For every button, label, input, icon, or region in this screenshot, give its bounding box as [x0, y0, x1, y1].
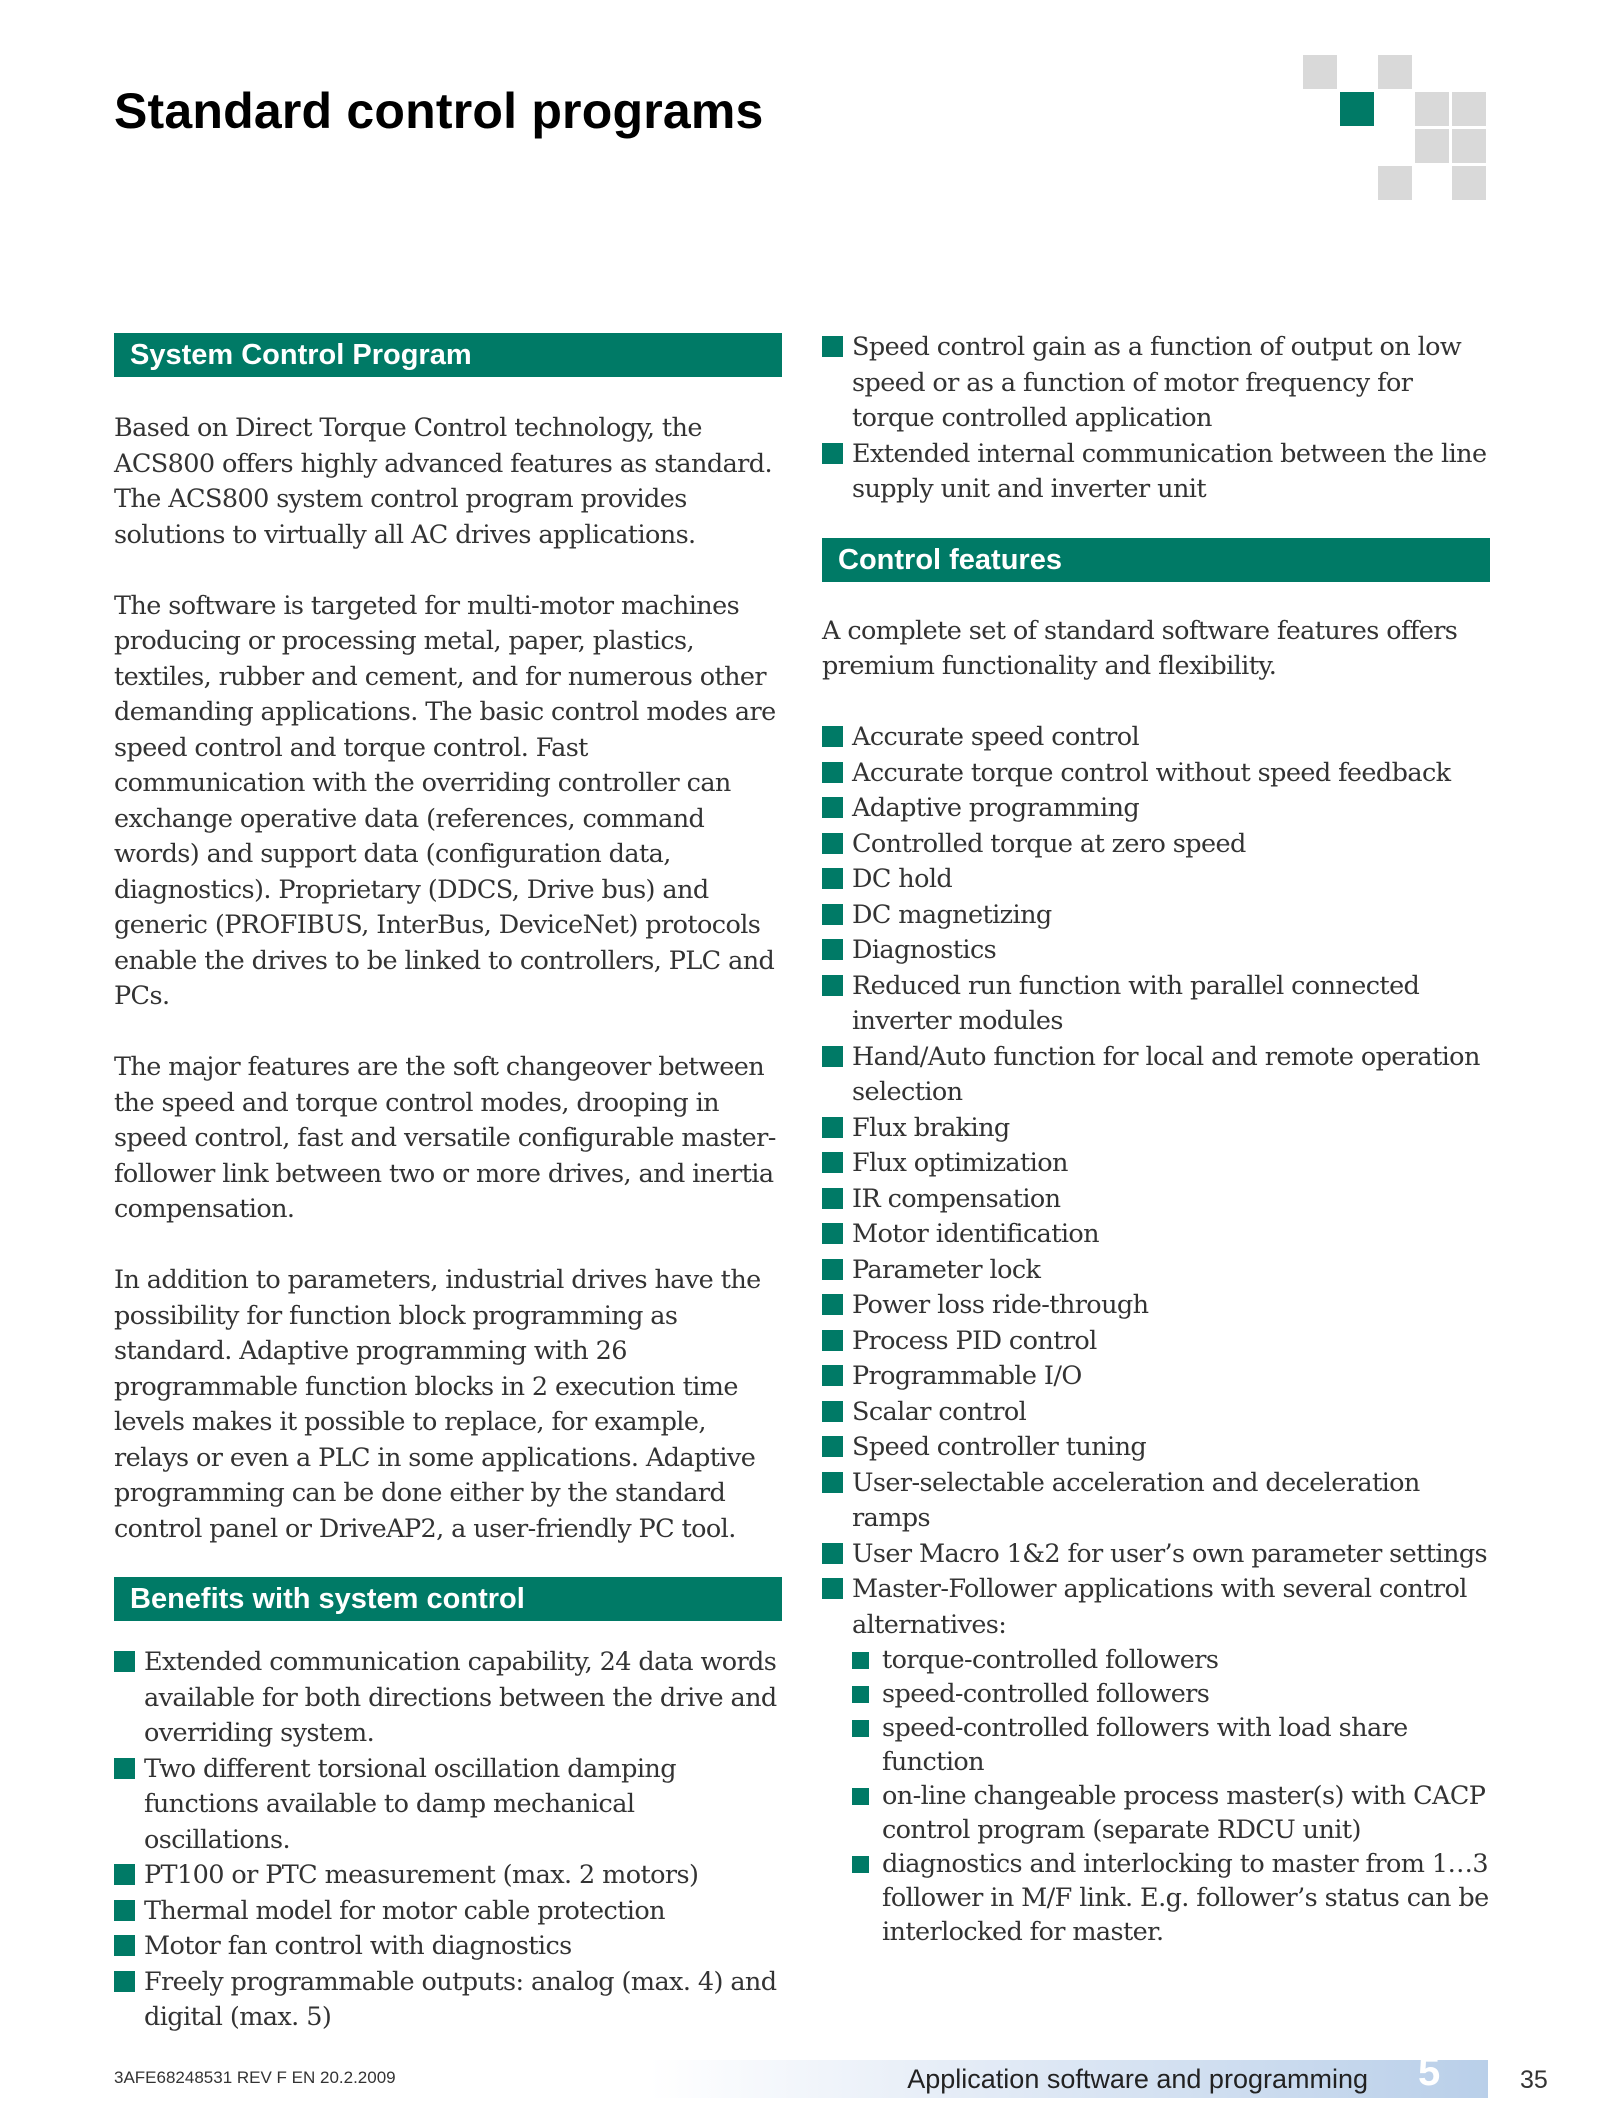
continued-benefits-list	[822, 330, 1490, 508]
adaptive-programming-paragraph: In addition to parameters, industrial drives have the possibility for function block programming as standard. Adaptive programming with 26 programmable function blocks in 2 execution time levels makes it possible to replace, for example, relays or even a PLC in some applications. Adaptive programming can be done either by the standard control panel or DriveAP2, a user-friendly PC tool.	[114, 1265, 761, 1544]
list-item: Flux braking	[822, 1111, 1490, 1147]
list-item: IR compensation	[822, 1182, 1490, 1218]
right-column	[822, 330, 1490, 1949]
software-paragraph: The software is targeted for multi-motor machines producing or processing metal, paper, plastics, textiles, rubber and cement, and for numerous other demanding applications. The basic control modes are speed control and torque control. Fast communication with the overriding controller can exchange operative data (references, command words) and support data (configuration data, diagnostics). Proprietary (DDCS, Drive bus) and generic (PROFIBUS, InterBus, DeviceNet) protocols enable the drives to be linked to controllers, PLC and PCs.	[114, 590, 776, 1011]
list-item: Accurate speed control	[822, 720, 1490, 756]
sub-list-item: speed-controlled followers with load share function	[852, 1711, 1490, 1779]
list-item: Reduced run function with parallel connected inverter modules	[822, 969, 1490, 1040]
master-follower-item-label: Master-Follower applications with several control alternatives:	[852, 1574, 1467, 1640]
list-item: Freely programmable outputs: analog (max. 4) and digital (max. 5)	[114, 1965, 782, 2036]
chapter-number: 5	[1418, 2050, 1441, 2094]
list-item: Speed controller tuning	[822, 1430, 1490, 1466]
list-item: Diagnostics	[822, 933, 1490, 969]
list-item: Programmable I/O	[822, 1359, 1490, 1395]
footer-section-title: Application software and programming	[907, 2064, 1368, 2094]
benefits-heading: Benefits with system control	[114, 1577, 782, 1621]
list-item: Thermal model for motor cable protection	[114, 1894, 782, 1930]
major-features-paragraph: The major features are the soft changeover between the speed and torque control modes, drooping in speed control, fast and versatile configurable master-follower link between two or more drives, and inertia compensation.	[114, 1052, 776, 1224]
list-item: Adaptive programming	[822, 791, 1490, 827]
control-features-heading: Control features	[822, 538, 1490, 582]
list-item: Parameter lock	[822, 1253, 1490, 1289]
list-item: Process PID control	[822, 1324, 1490, 1360]
list-item: Accurate torque control without speed feedback	[822, 756, 1490, 792]
list-item: Controlled torque at zero speed	[822, 827, 1490, 863]
list-item: Hand/Auto function for local and remote operation selection	[822, 1040, 1490, 1111]
list-item: DC hold	[822, 862, 1490, 898]
follower-options-list	[852, 1643, 1490, 1949]
list-item: Speed control gain as a function of output on low speed or as a function of motor frequency for torque controlled application	[822, 330, 1490, 437]
benefits-list	[114, 1645, 782, 2036]
list-item: PT100 or PTC measurement (max. 2 motors)	[114, 1858, 782, 1894]
control-features-list	[822, 720, 1490, 1949]
sub-list-item: on-line changeable process master(s) with CACP control program (separate RDCU unit)	[852, 1779, 1490, 1847]
sub-list-item: speed-controlled followers	[852, 1677, 1490, 1711]
document-code: 3AFE68248531 REV F EN 20.2.2009	[114, 2068, 396, 2087]
control-features-intro: A complete set of standard software features offers premium functionality and flexibility.	[822, 615, 1458, 681]
list-item: Motor fan control with diagnostics	[114, 1929, 782, 1965]
list-item: User-selectable acceleration and deceleration ramps	[822, 1466, 1490, 1537]
list-item: Motor identification	[822, 1217, 1490, 1253]
list-item	[822, 1572, 1490, 1949]
page-title: Standard control programs	[114, 83, 764, 139]
list-item: DC magnetizing	[822, 898, 1490, 934]
list-item: Scalar control	[822, 1395, 1490, 1431]
list-item: Extended internal communication between the line supply unit and inverter unit	[822, 437, 1490, 508]
list-item: Power loss ride-through	[822, 1288, 1490, 1324]
sub-list-item: torque-controlled followers	[852, 1643, 1490, 1677]
list-item: Flux optimization	[822, 1146, 1490, 1182]
list-item: User Macro 1&2 for user’s own parameter settings	[822, 1537, 1490, 1573]
system-control-program-heading: System Control Program	[114, 333, 782, 377]
list-item: Two different torsional oscillation damping functions available to damp mechanical oscillations.	[114, 1752, 782, 1859]
page-number: 35	[1520, 2066, 1548, 2094]
intro-paragraph: Based on Direct Torque Control technology, the ACS800 offers highly advanced features as standard. The ACS800 system control program provides solutions to virtually all AC drives applications.	[114, 413, 773, 550]
left-column	[114, 333, 782, 2036]
list-item: Extended communication capability, 24 data words available for both directions between the drive and overriding system.	[114, 1645, 782, 1752]
sub-list-item: diagnostics and interlocking to master from 1…3 follower in M/F link. E.g. follower’s status can be interlocked for master.	[852, 1847, 1490, 1949]
